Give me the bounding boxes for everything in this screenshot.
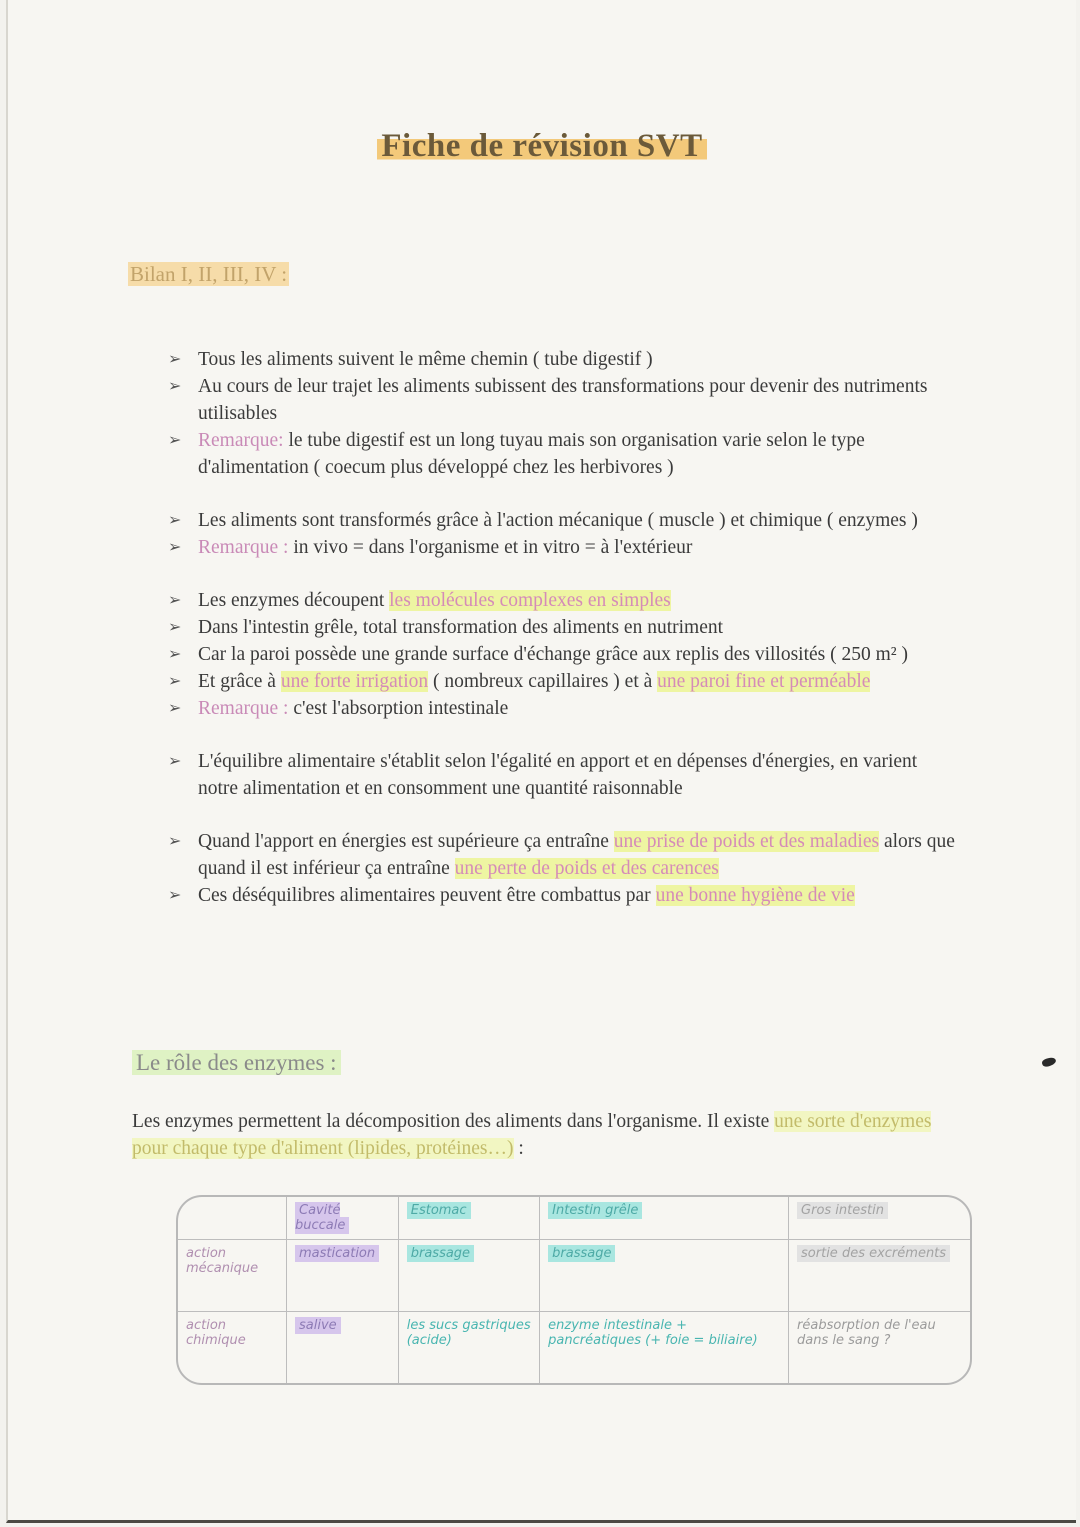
list-item: ➢ Tous les aliments suivent le même chemin ( tube digestif )	[168, 346, 958, 373]
table-header: Cavité buccale	[287, 1197, 399, 1240]
list-spacer	[168, 481, 958, 507]
bullet-list	[168, 346, 958, 909]
list-spacer	[168, 722, 958, 748]
list-item: ➢ Remarque : c'est l'absorption intestinale	[168, 695, 958, 722]
list-item: ➢ Dans l'intestin grêle, total transformation des aliments en nutriment	[168, 614, 958, 641]
list-spacer	[168, 561, 958, 587]
row-label: action mécanique	[178, 1240, 287, 1312]
table-cell: brassage	[540, 1240, 789, 1312]
page-title: Fiche de révision SVT	[8, 128, 1076, 165]
enzymes-paragraph: Les enzymes permettent la décomposition des aliments dans l'organisme. Il existe une sorte d'enzymes pour chaque type d'aliment (lipides, protéines…) :	[132, 1111, 932, 1159]
document-page	[6, 0, 1076, 1523]
list-item: ➢ Ces déséquilibres alimentaires peuvent être combattus par une bonne hygiène de vie	[168, 882, 958, 909]
list-item: ➢ L'équilibre alimentaire s'établit selon l'égalité en apport et en dépenses d'énergies, en varient notre alimentation et en consomment une quantité raisonnable	[168, 748, 958, 802]
table-cell: salive	[287, 1312, 399, 1383]
table-cell: enzyme intestinale + pancréatiques (+ foie = biliaire)	[540, 1312, 789, 1383]
table-row	[178, 1240, 970, 1312]
table-corner	[178, 1197, 287, 1240]
table-cell: brassage	[398, 1240, 539, 1312]
table-header-row	[178, 1197, 970, 1240]
table-cell: les sucs gastriques (acide)	[398, 1312, 539, 1383]
section-heading-enzymes: Le rôle des enzymes :	[132, 1050, 341, 1076]
list-item: ➢ Quand l'apport en énergies est supérieure ça entraîne une prise de poids et des maladies alors que quand il est inférieur ça entraîne une perte de poids et des carences	[168, 828, 958, 882]
table-header: Intestin grêle	[540, 1197, 789, 1240]
ink-speck	[1041, 1056, 1057, 1068]
table-cell: sortie des excréments	[789, 1240, 970, 1312]
table-row	[178, 1312, 970, 1383]
table-cell: mastication	[287, 1240, 399, 1312]
list-spacer	[168, 802, 958, 828]
list-item: ➢ Remarque : in vivo = dans l'organisme et in vitro = à l'extérieur	[168, 534, 958, 561]
section-heading-bilan: Bilan I, II, III, IV :	[130, 262, 288, 286]
table-header: Gros intestin	[789, 1197, 970, 1240]
list-item: ➢ Car la paroi possède une grande surface d'échange grâce aux replis des villosités ( 250 m² )	[168, 641, 958, 668]
list-item: ➢ Au cours de leur trajet les aliments subissent des transformations pour devenir des nutriments utilisables	[168, 373, 958, 427]
highlighted-text: une sorte d'enzymes pour chaque type d'aliment (lipides, protéines…)	[132, 1111, 932, 1159]
list-item: ➢ Et grâce à une forte irrigation ( nombreux capillaires ) et à une paroi fine et perméable	[168, 668, 958, 695]
list-item: ➢ Les aliments sont transformés grâce à l'action mécanique ( muscle ) et chimique ( enzymes )	[168, 507, 958, 534]
list-item: ➢ Les enzymes découpent les molécules complexes en simples	[168, 587, 958, 614]
table-header: Estomac	[398, 1197, 539, 1240]
digestion-table	[176, 1195, 972, 1385]
list-item: ➢ Remarque: le tube digestif est un long tuyau mais son organisation varie selon le type d'alimentation ( coecum plus développé chez les herbivores )	[168, 427, 958, 481]
row-label: action chimique	[178, 1312, 287, 1383]
table-cell: réabsorption de l'eau dans le sang ?	[789, 1312, 970, 1383]
